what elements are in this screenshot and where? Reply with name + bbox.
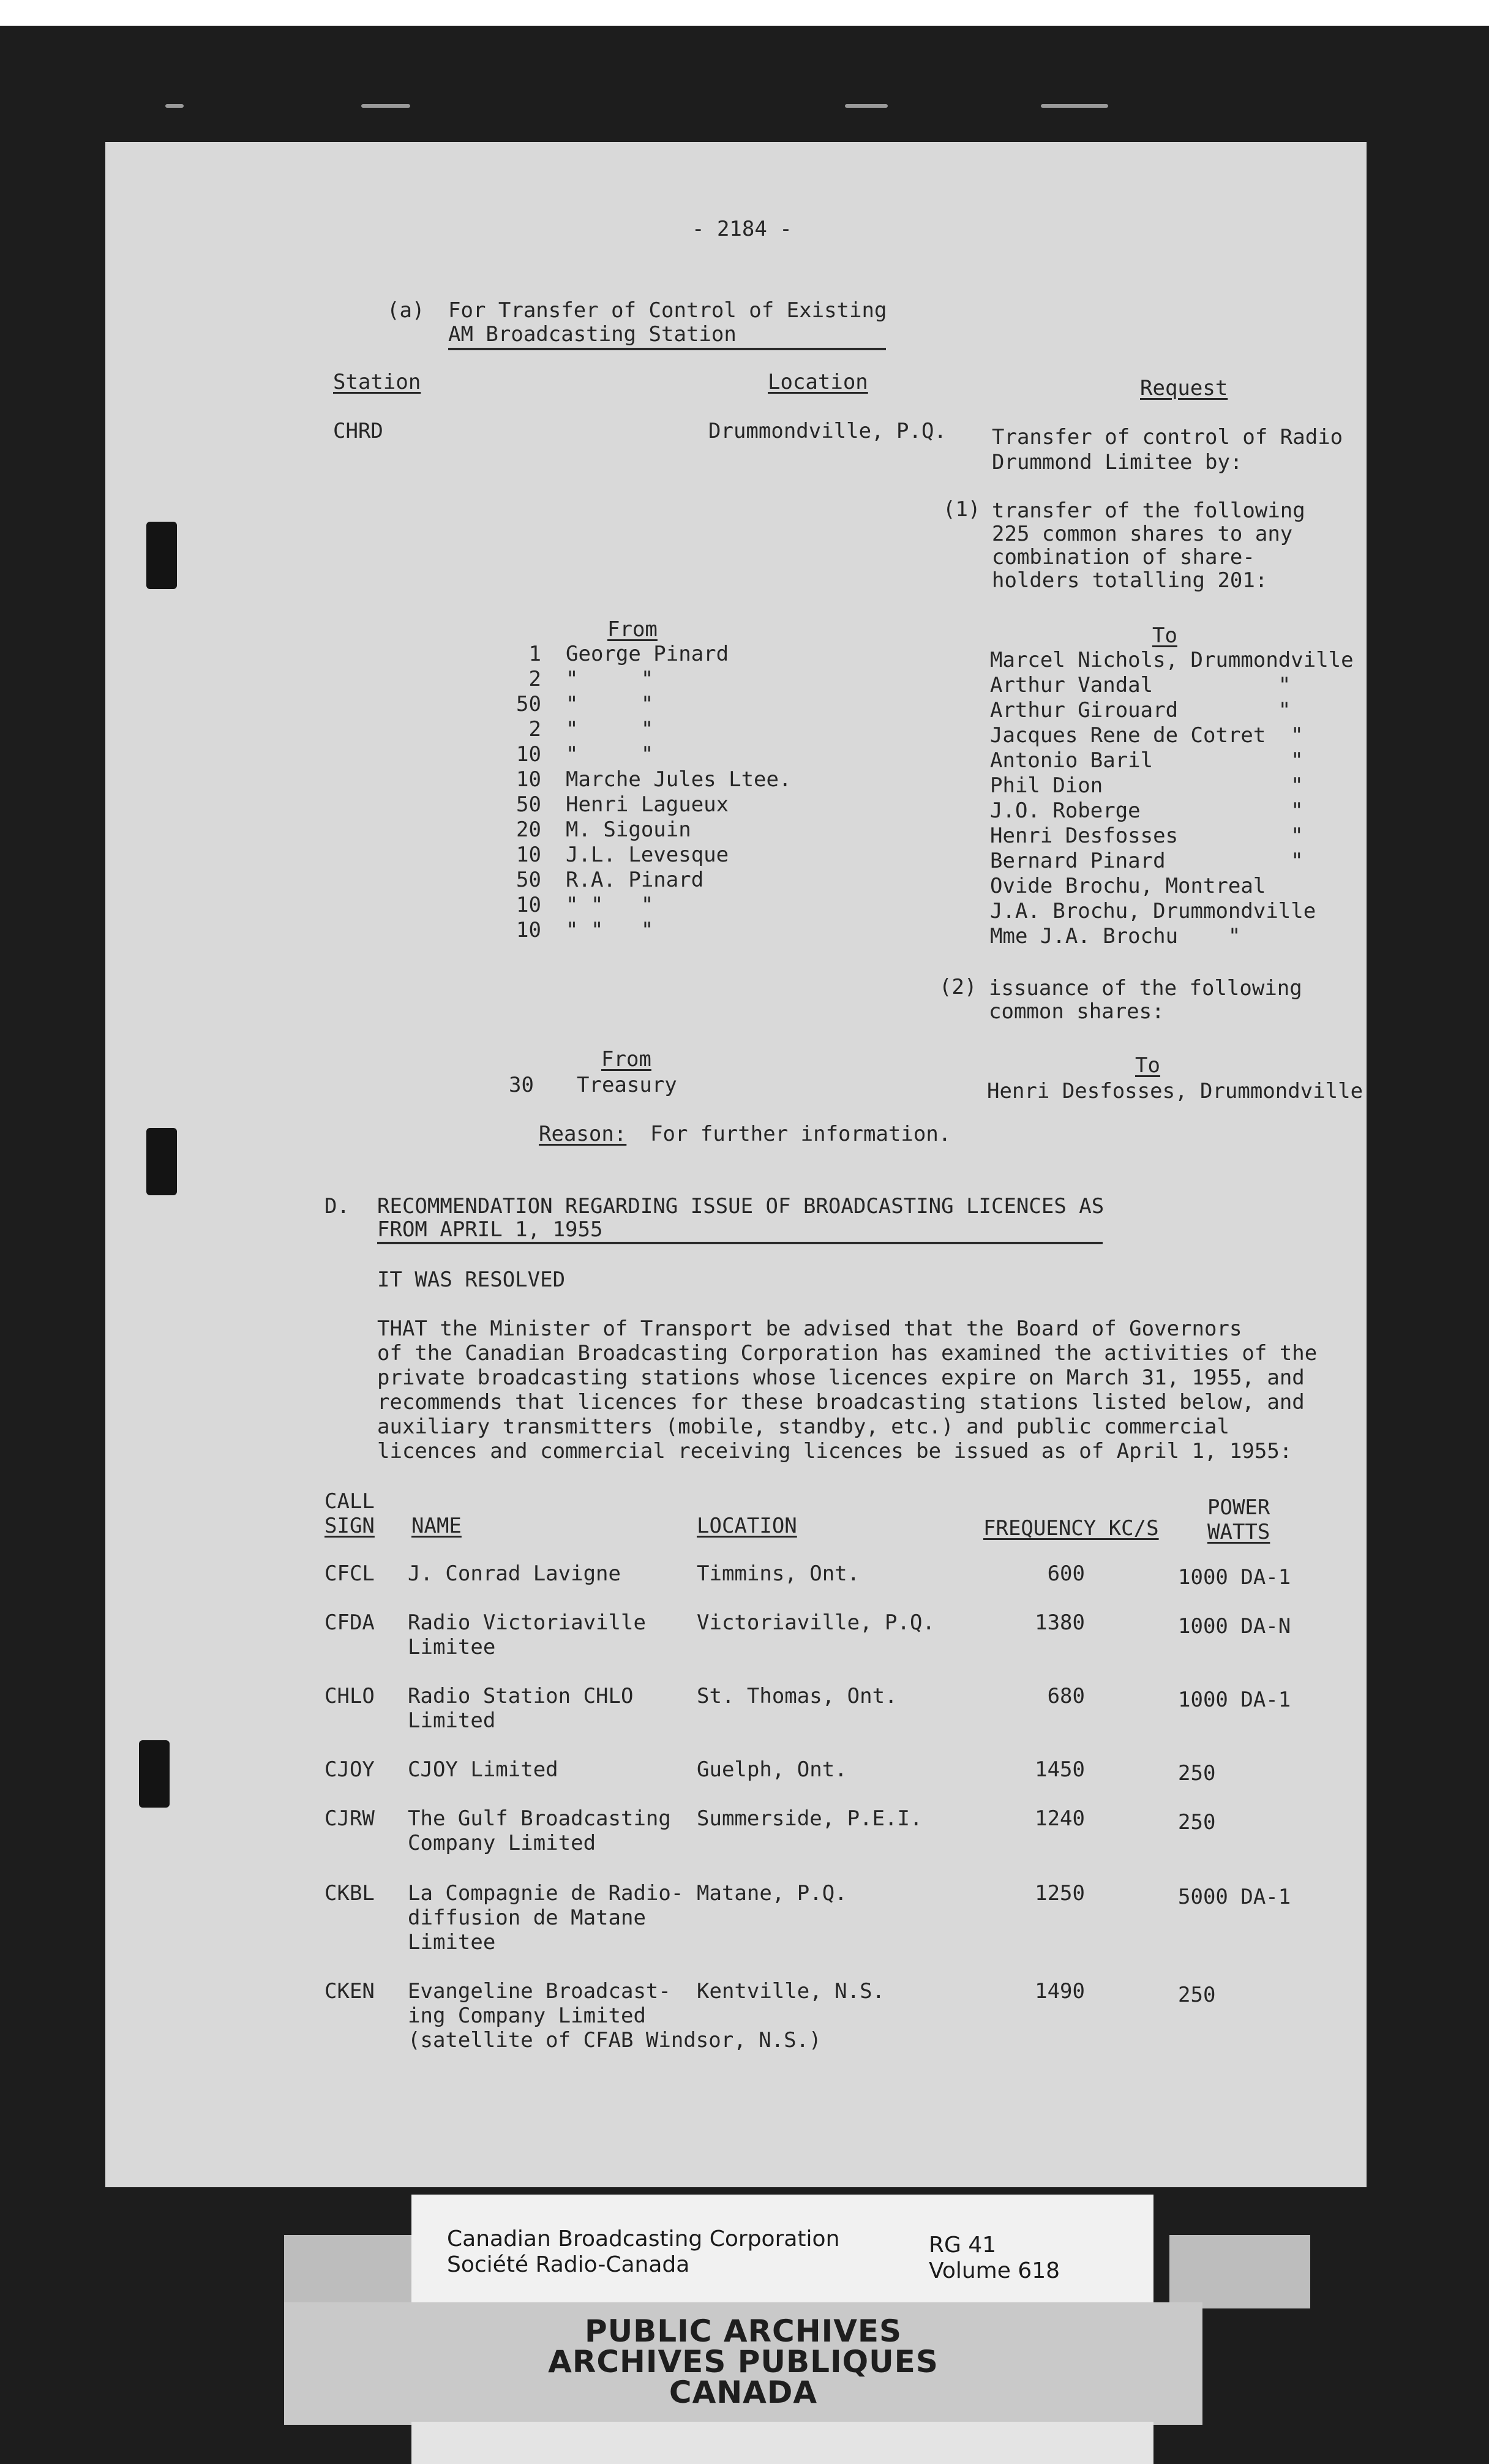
transfer-to: J.O. Roberge " <box>990 798 1303 823</box>
transfer-qty: 10 <box>516 767 541 792</box>
station-name-line: (satellite of CFAB Windsor, N.S.) <box>408 2028 822 2053</box>
station-name-line: Limitee <box>408 1635 496 1659</box>
transfer-qty: 10 <box>516 918 541 942</box>
transfer-to: Bernard Pinard " <box>990 849 1303 873</box>
station-call-sign-cell: CKBL <box>324 1881 375 1906</box>
issuance-from-header: From <box>601 1047 651 1072</box>
transfer-qty: 50 <box>516 792 541 817</box>
transfer-from: " " " <box>566 918 654 942</box>
archive-label <box>411 2195 1153 2305</box>
resolution-line: recommends that licences for these broadcasting stations listed below, and <box>377 1390 1305 1414</box>
section-a-title-rule <box>448 348 886 350</box>
archive-org-fr: Société Radio-Canada <box>447 2252 690 2277</box>
location-header: Location <box>768 370 868 394</box>
request-line: Transfer of control of Radio <box>992 425 1343 449</box>
request-line: Drummond Limitee by: <box>992 450 1243 475</box>
station-location-cell: Timmins, Ont. <box>697 1561 860 1586</box>
item2-marker: (2) <box>939 975 977 999</box>
request-header: Request <box>1140 376 1228 400</box>
transfer-from: J.L. Levesque <box>566 843 729 867</box>
name-header: NAME <box>411 1514 462 1538</box>
label-tab-left <box>284 2235 425 2308</box>
section-a-marker: (a) <box>387 298 425 323</box>
resolution-line: private broadcasting stations whose licences expire on March 31, 1955, and <box>377 1365 1305 1390</box>
section-d-title-rule <box>377 1242 1103 1244</box>
transfer-from: " " <box>566 717 654 742</box>
station-name-line: La Compagnie de Radio- <box>408 1881 684 1906</box>
station-frequency-cell: 600 <box>1047 1561 1085 1586</box>
archive-volume: Volume 618 <box>929 2258 1060 2283</box>
station-location-cell: Matane, P.Q. <box>697 1881 847 1906</box>
transfer-to: Ovide Brochu, Montreal <box>990 874 1266 898</box>
issuance-to: Henri Desfosses, Drummondville <box>987 1079 1363 1103</box>
transfer-to: Henri Desfosses " <box>990 824 1303 848</box>
to-header: To <box>1152 623 1177 648</box>
label-tab-right <box>1169 2235 1310 2308</box>
punch-hole <box>139 1740 170 1808</box>
archive-record-group: RG 41 <box>929 2233 997 2258</box>
section-a-title-line2: AM Broadcasting Station <box>448 322 737 347</box>
transfer-qty: 10 <box>516 893 541 917</box>
station-power-cell: 250 <box>1178 1810 1216 1835</box>
archive-org-en: Canadian Broadcasting Corporation <box>447 2226 840 2252</box>
power-header-line2: WATTS <box>1207 1520 1270 1544</box>
station-call-sign: CHRD <box>333 419 383 443</box>
power-header-line1: POWER <box>1207 1495 1270 1520</box>
transfer-qty: 10 <box>516 843 541 867</box>
issuance-to-header: To <box>1135 1053 1160 1078</box>
station-power-cell: 1000 DA-N <box>1178 1614 1291 1639</box>
transfer-qty: 10 <box>516 742 541 767</box>
section-d-title-line1: RECOMMENDATION REGARDING ISSUE OF BROADCASTING LICENCES AS <box>377 1194 1105 1219</box>
film-edge-mark <box>1041 104 1108 108</box>
item1-line: transfer of the following <box>992 498 1305 523</box>
transfer-from: George Pinard <box>566 642 729 666</box>
bottom-strip <box>411 2422 1153 2464</box>
station-name-line: ing Company Limited <box>408 2004 646 2028</box>
transfer-to: J.A. Brochu, Drummondville <box>990 899 1316 923</box>
issuance-from: Treasury <box>577 1073 677 1097</box>
station-power-cell: 5000 DA-1 <box>1178 1885 1291 1909</box>
page-number: - 2184 - <box>692 217 792 241</box>
transfer-from: " " <box>566 692 654 716</box>
transfer-from: R.A. Pinard <box>566 868 704 892</box>
issuance-qty: 30 <box>509 1073 534 1097</box>
transfer-from: " " <box>566 742 654 767</box>
film-edge-mark <box>165 104 184 108</box>
station-power-cell: 250 <box>1178 1761 1216 1786</box>
station-frequency-cell: 1450 <box>1035 1757 1085 1782</box>
transfer-to: Arthur Girouard " <box>990 698 1291 723</box>
station-header: Station <box>333 370 421 394</box>
section-a-title-line1: For Transfer of Control of Existing <box>448 298 887 323</box>
call-sign-header-line1: CALL <box>324 1489 375 1514</box>
station-call-sign-cell: CKEN <box>324 1979 375 2004</box>
station-location-cell: Kentville, N.S. <box>697 1979 885 2004</box>
resolution-line: licences and commercial receiving licences be issued as of April 1, 1955: <box>377 1439 1292 1463</box>
transfer-to: Mme J.A. Brochu " <box>990 924 1241 948</box>
transfer-from: " " " <box>566 893 654 917</box>
station-name-line: CJOY Limited <box>408 1757 558 1782</box>
transfer-qty: 2 <box>528 667 541 691</box>
station-name-line: Radio Station CHLO <box>408 1684 634 1708</box>
station-location: Drummondville, P.Q. <box>708 419 947 443</box>
transfer-qty: 20 <box>516 817 541 842</box>
punch-hole <box>146 522 177 589</box>
film-edge-mark <box>361 104 410 108</box>
reason-label: Reason: <box>539 1122 627 1146</box>
item2-line: issuance of the following <box>989 976 1302 1001</box>
archive-stamp-line3: CANADA <box>669 2375 818 2410</box>
resolved-heading: IT WAS RESOLVED <box>377 1268 566 1292</box>
station-call-sign-cell: CJRW <box>324 1806 375 1831</box>
archive-stamp-line2: ARCHIVES PUBLIQUES <box>548 2344 939 2379</box>
station-frequency-cell: 1250 <box>1035 1881 1085 1906</box>
film-edge-mark <box>845 104 888 108</box>
item1-line: holders totalling 201: <box>992 568 1268 593</box>
station-location-cell: Victoriaville, P.Q. <box>697 1610 935 1635</box>
archive-stamp <box>284 2302 1202 2425</box>
station-name-line: The Gulf Broadcasting <box>408 1806 671 1831</box>
item1-marker: (1) <box>943 497 981 522</box>
station-location-cell: Summerside, P.E.I. <box>697 1806 923 1831</box>
station-frequency-cell: 1490 <box>1035 1979 1085 2004</box>
station-name-line: diffusion de Matane <box>408 1906 646 1930</box>
resolution-line: of the Canadian Broadcasting Corporation has examined the activities of the <box>377 1341 1318 1365</box>
transfer-qty: 50 <box>516 868 541 892</box>
station-location-cell: St. Thomas, Ont. <box>697 1684 898 1708</box>
station-name-line: Radio Victoriaville <box>408 1610 646 1635</box>
transfer-from: Henri Lagueux <box>566 792 729 817</box>
transfer-to: Phil Dion " <box>990 773 1303 798</box>
document-page <box>105 142 1367 2187</box>
archive-stamp-line1: PUBLIC ARCHIVES <box>584 2313 902 2349</box>
station-call-sign-cell: CFCL <box>324 1561 375 1586</box>
transfer-from: M. Sigouin <box>566 817 691 842</box>
station-name-line: Limited <box>408 1708 496 1733</box>
station-location-cell: Guelph, Ont. <box>697 1757 847 1782</box>
location-column-header: LOCATION <box>697 1514 797 1538</box>
section-d-title-line2: FROM APRIL 1, 1955 <box>377 1217 603 1242</box>
transfer-qty: 2 <box>528 717 541 742</box>
from-header: From <box>607 617 658 642</box>
station-name-line: Evangeline Broadcast- <box>408 1979 671 2004</box>
transfer-qty: 1 <box>528 642 541 666</box>
station-name-line: Company Limited <box>408 1831 596 1855</box>
transfer-qty: 50 <box>516 692 541 716</box>
section-d-marker: D. <box>324 1194 350 1219</box>
resolution-line: auxiliary transmitters (mobile, standby, etc.) and public commercial <box>377 1414 1229 1439</box>
station-call-sign-cell: CHLO <box>324 1684 375 1708</box>
station-name-line: J. Conrad Lavigne <box>408 1561 621 1586</box>
call-sign-header-line2: SIGN <box>324 1514 375 1538</box>
transfer-from: Marche Jules Ltee. <box>566 767 792 792</box>
transfer-to: Marcel Nichols, Drummondville <box>990 648 1354 672</box>
station-power-cell: 1000 DA-1 <box>1178 1688 1291 1712</box>
station-power-cell: 250 <box>1178 1983 1216 2007</box>
item2-line: common shares: <box>989 999 1165 1024</box>
punch-hole <box>146 1128 177 1195</box>
resolution-line: THAT the Minister of Transport be advised that the Board of Governors <box>377 1317 1242 1341</box>
station-frequency-cell: 1240 <box>1035 1806 1085 1831</box>
station-call-sign-cell: CFDA <box>324 1610 375 1635</box>
transfer-to: Arthur Vandal " <box>990 673 1291 697</box>
station-call-sign-cell: CJOY <box>324 1757 375 1782</box>
reason-text: For further information. <box>650 1122 951 1146</box>
transfer-to: Antonio Baril " <box>990 748 1303 773</box>
frequency-header: FREQUENCY KC/S <box>983 1516 1159 1541</box>
transfer-to: Jacques Rene de Cotret " <box>990 723 1303 748</box>
station-power-cell: 1000 DA-1 <box>1178 1565 1291 1590</box>
station-frequency-cell: 1380 <box>1035 1610 1085 1635</box>
item1-line: combination of share- <box>992 545 1255 569</box>
transfer-from: " " <box>566 667 654 691</box>
station-frequency-cell: 680 <box>1047 1684 1085 1708</box>
station-name-line: Limitee <box>408 1930 496 1955</box>
item1-line: 225 common shares to any <box>992 522 1293 546</box>
